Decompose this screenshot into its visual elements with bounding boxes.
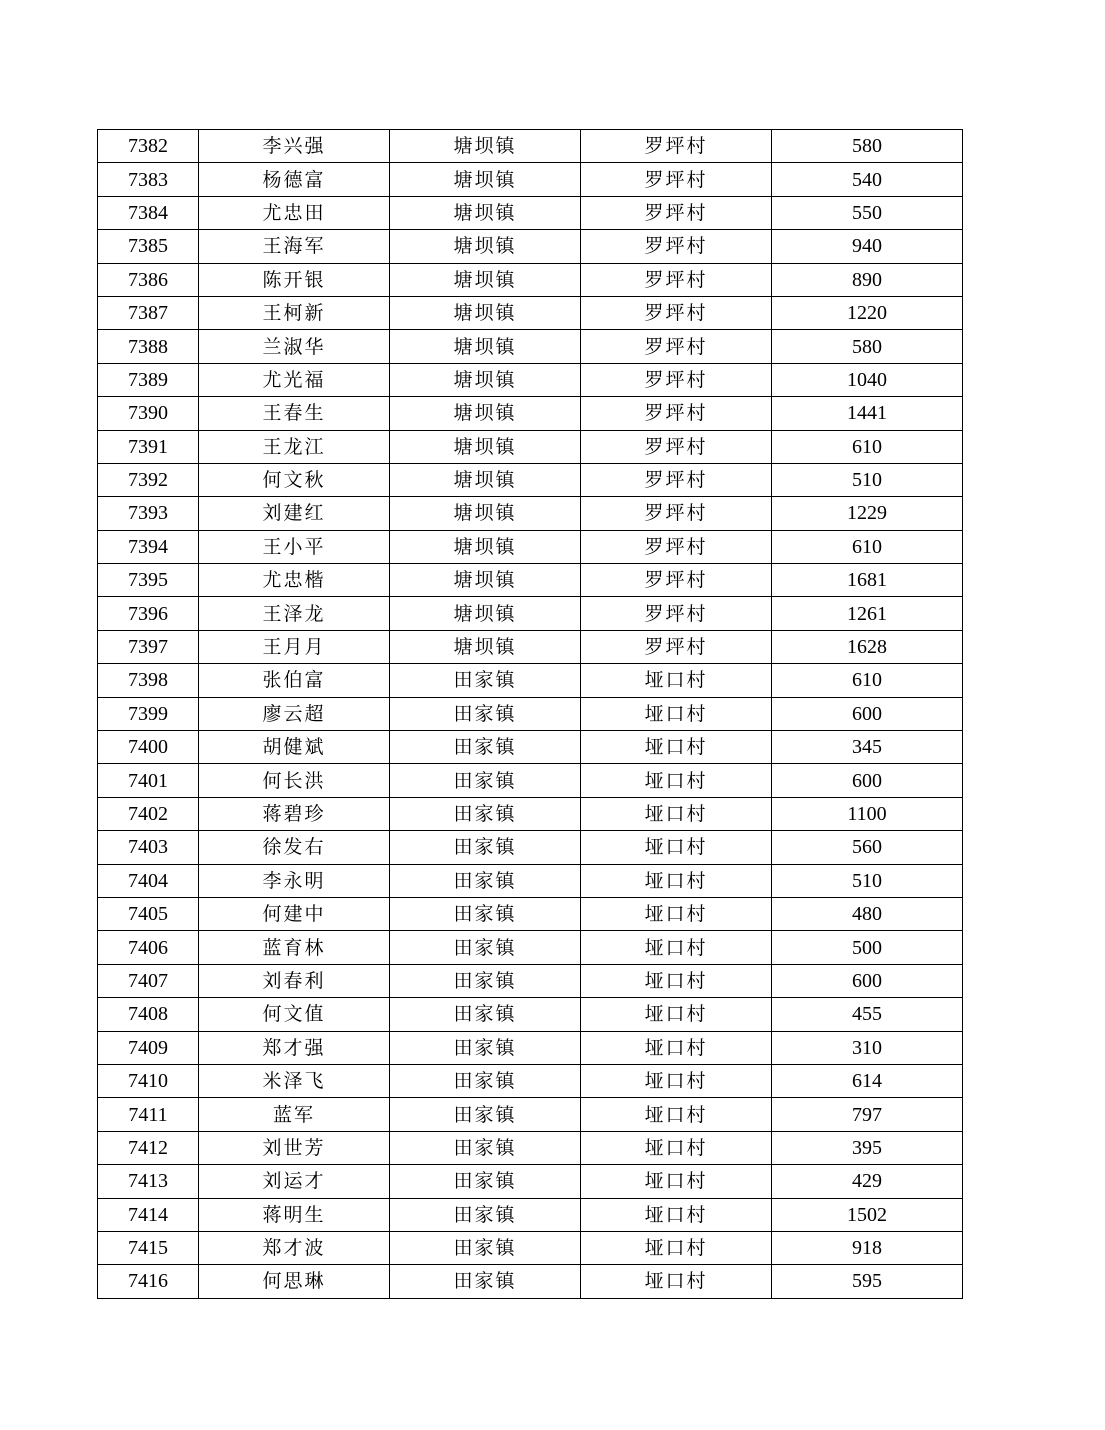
town-cell: 田家镇 (390, 998, 581, 1031)
row-number-cell: 7407 (98, 964, 199, 997)
amount-cell: 510 (772, 864, 963, 897)
name-cell: 王春生 (199, 397, 390, 430)
table-row (98, 697, 963, 730)
row-number-cell: 7412 (98, 1131, 199, 1164)
village-cell: 罗坪村 (581, 363, 772, 396)
amount-cell: 395 (772, 1131, 963, 1164)
town-cell: 田家镇 (390, 897, 581, 930)
row-number-cell: 7383 (98, 163, 199, 196)
name-cell: 蓝育林 (199, 931, 390, 964)
name-cell: 刘世芳 (199, 1131, 390, 1164)
name-cell: 蒋明生 (199, 1198, 390, 1231)
town-cell: 田家镇 (390, 764, 581, 797)
name-cell: 何文秋 (199, 463, 390, 496)
village-cell: 罗坪村 (581, 630, 772, 663)
village-cell: 垭口村 (581, 1098, 772, 1131)
village-cell: 罗坪村 (581, 463, 772, 496)
amount-cell: 345 (772, 731, 963, 764)
table-row (98, 564, 963, 597)
name-cell: 王海军 (199, 230, 390, 263)
row-number-cell: 7415 (98, 1231, 199, 1264)
data-table (97, 129, 963, 1299)
name-cell: 何长洪 (199, 764, 390, 797)
village-cell: 垭口村 (581, 1231, 772, 1264)
table-row (98, 1098, 963, 1131)
village-cell: 罗坪村 (581, 196, 772, 229)
amount-cell: 890 (772, 263, 963, 296)
name-cell: 刘运才 (199, 1165, 390, 1198)
name-cell: 李永明 (199, 864, 390, 897)
amount-cell: 455 (772, 998, 963, 1031)
amount-cell: 500 (772, 931, 963, 964)
town-cell: 塘坝镇 (390, 130, 581, 163)
amount-cell: 1502 (772, 1198, 963, 1231)
table-row (98, 1165, 963, 1198)
name-cell: 徐发右 (199, 831, 390, 864)
village-cell: 罗坪村 (581, 430, 772, 463)
town-cell: 塘坝镇 (390, 263, 581, 296)
row-number-cell: 7387 (98, 296, 199, 329)
row-number-cell: 7413 (98, 1165, 199, 1198)
row-number-cell: 7406 (98, 931, 199, 964)
town-cell: 田家镇 (390, 1198, 581, 1231)
village-cell: 垭口村 (581, 998, 772, 1031)
table-row (98, 196, 963, 229)
table-row (98, 263, 963, 296)
amount-cell: 1261 (772, 597, 963, 630)
amount-cell: 600 (772, 697, 963, 730)
row-number-cell: 7414 (98, 1198, 199, 1231)
amount-cell: 610 (772, 430, 963, 463)
village-cell: 垭口村 (581, 897, 772, 930)
row-number-cell: 7405 (98, 897, 199, 930)
village-cell: 罗坪村 (581, 397, 772, 430)
table-row (98, 397, 963, 430)
name-cell: 陈开银 (199, 263, 390, 296)
name-cell: 兰淑华 (199, 330, 390, 363)
row-number-cell: 7397 (98, 630, 199, 663)
town-cell: 田家镇 (390, 664, 581, 697)
name-cell: 王月月 (199, 630, 390, 663)
amount-cell: 580 (772, 330, 963, 363)
name-cell: 郑才强 (199, 1031, 390, 1064)
village-cell: 罗坪村 (581, 564, 772, 597)
table-row (98, 1198, 963, 1231)
town-cell: 塘坝镇 (390, 230, 581, 263)
amount-cell: 429 (772, 1165, 963, 1198)
name-cell: 李兴强 (199, 130, 390, 163)
village-cell: 垭口村 (581, 664, 772, 697)
town-cell: 田家镇 (390, 931, 581, 964)
row-number-cell: 7403 (98, 831, 199, 864)
town-cell: 田家镇 (390, 964, 581, 997)
town-cell: 塘坝镇 (390, 363, 581, 396)
village-cell: 罗坪村 (581, 497, 772, 530)
table-row (98, 163, 963, 196)
amount-cell: 480 (772, 897, 963, 930)
town-cell: 塘坝镇 (390, 196, 581, 229)
village-cell: 垭口村 (581, 1165, 772, 1198)
row-number-cell: 7402 (98, 797, 199, 830)
row-number-cell: 7398 (98, 664, 199, 697)
village-cell: 罗坪村 (581, 230, 772, 263)
town-cell: 田家镇 (390, 1131, 581, 1164)
table-row (98, 1131, 963, 1164)
name-cell: 尤忠田 (199, 196, 390, 229)
name-cell: 蒋碧珍 (199, 797, 390, 830)
table-row (98, 1064, 963, 1097)
village-cell: 罗坪村 (581, 597, 772, 630)
table-row (98, 463, 963, 496)
row-number-cell: 7385 (98, 230, 199, 263)
row-number-cell: 7394 (98, 530, 199, 563)
town-cell: 塘坝镇 (390, 530, 581, 563)
table-row (98, 430, 963, 463)
name-cell: 廖云超 (199, 697, 390, 730)
table-row (98, 296, 963, 329)
amount-cell: 600 (772, 764, 963, 797)
village-cell: 罗坪村 (581, 296, 772, 329)
town-cell: 田家镇 (390, 697, 581, 730)
village-cell: 罗坪村 (581, 263, 772, 296)
name-cell: 王柯新 (199, 296, 390, 329)
amount-cell: 600 (772, 964, 963, 997)
row-number-cell: 7386 (98, 263, 199, 296)
row-number-cell: 7411 (98, 1098, 199, 1131)
amount-cell: 1040 (772, 363, 963, 396)
name-cell: 尤光福 (199, 363, 390, 396)
name-cell: 米泽飞 (199, 1064, 390, 1097)
town-cell: 田家镇 (390, 864, 581, 897)
amount-cell: 595 (772, 1265, 963, 1298)
table-row (98, 731, 963, 764)
name-cell: 刘建红 (199, 497, 390, 530)
amount-cell: 918 (772, 1231, 963, 1264)
table-row (98, 363, 963, 396)
village-cell: 垭口村 (581, 731, 772, 764)
amount-cell: 610 (772, 530, 963, 563)
row-number-cell: 7396 (98, 597, 199, 630)
table-row (98, 597, 963, 630)
village-cell: 垭口村 (581, 831, 772, 864)
town-cell: 塘坝镇 (390, 330, 581, 363)
row-number-cell: 7410 (98, 1064, 199, 1097)
table-row (98, 831, 963, 864)
amount-cell: 540 (772, 163, 963, 196)
village-cell: 垭口村 (581, 764, 772, 797)
town-cell: 塘坝镇 (390, 296, 581, 329)
town-cell: 田家镇 (390, 731, 581, 764)
row-number-cell: 7401 (98, 764, 199, 797)
row-number-cell: 7389 (98, 363, 199, 396)
amount-cell: 1229 (772, 497, 963, 530)
row-number-cell: 7395 (98, 564, 199, 597)
row-number-cell: 7384 (98, 196, 199, 229)
village-cell: 垭口村 (581, 1031, 772, 1064)
row-number-cell: 7409 (98, 1031, 199, 1064)
town-cell: 塘坝镇 (390, 163, 581, 196)
table-row (98, 964, 963, 997)
name-cell: 何建中 (199, 897, 390, 930)
town-cell: 田家镇 (390, 831, 581, 864)
table-row (98, 797, 963, 830)
table-row (98, 330, 963, 363)
name-cell: 何思琳 (199, 1265, 390, 1298)
village-cell: 垭口村 (581, 697, 772, 730)
amount-cell: 510 (772, 463, 963, 496)
village-cell: 罗坪村 (581, 530, 772, 563)
town-cell: 田家镇 (390, 797, 581, 830)
name-cell: 何文值 (199, 998, 390, 1031)
table-row (98, 998, 963, 1031)
town-cell: 塘坝镇 (390, 463, 581, 496)
table-row (98, 230, 963, 263)
row-number-cell: 7408 (98, 998, 199, 1031)
village-cell: 罗坪村 (581, 330, 772, 363)
row-number-cell: 7400 (98, 731, 199, 764)
row-number-cell: 7404 (98, 864, 199, 897)
name-cell: 杨德富 (199, 163, 390, 196)
amount-cell: 550 (772, 196, 963, 229)
town-cell: 田家镇 (390, 1064, 581, 1097)
row-number-cell: 7392 (98, 463, 199, 496)
table-row (98, 130, 963, 163)
amount-cell: 310 (772, 1031, 963, 1064)
table-row (98, 1231, 963, 1264)
town-cell: 塘坝镇 (390, 597, 581, 630)
table-row (98, 764, 963, 797)
town-cell: 塘坝镇 (390, 630, 581, 663)
name-cell: 胡健斌 (199, 731, 390, 764)
table-row (98, 1265, 963, 1298)
table-body (98, 130, 963, 1299)
town-cell: 塘坝镇 (390, 564, 581, 597)
amount-cell: 614 (772, 1064, 963, 1097)
village-cell: 垭口村 (581, 964, 772, 997)
table-row (98, 530, 963, 563)
town-cell: 田家镇 (390, 1031, 581, 1064)
village-cell: 垭口村 (581, 931, 772, 964)
amount-cell: 1628 (772, 630, 963, 663)
amount-cell: 797 (772, 1098, 963, 1131)
village-cell: 垭口村 (581, 864, 772, 897)
amount-cell: 1100 (772, 797, 963, 830)
amount-cell: 1681 (772, 564, 963, 597)
name-cell: 蓝军 (199, 1098, 390, 1131)
village-cell: 罗坪村 (581, 163, 772, 196)
name-cell: 王龙江 (199, 430, 390, 463)
town-cell: 塘坝镇 (390, 430, 581, 463)
row-number-cell: 7382 (98, 130, 199, 163)
town-cell: 田家镇 (390, 1098, 581, 1131)
table-row (98, 664, 963, 697)
name-cell: 刘春利 (199, 964, 390, 997)
amount-cell: 1441 (772, 397, 963, 430)
row-number-cell: 7390 (98, 397, 199, 430)
village-cell: 垭口村 (581, 1198, 772, 1231)
amount-cell: 940 (772, 230, 963, 263)
name-cell: 王泽龙 (199, 597, 390, 630)
row-number-cell: 7393 (98, 497, 199, 530)
amount-cell: 610 (772, 664, 963, 697)
table-row (98, 897, 963, 930)
amount-cell: 580 (772, 130, 963, 163)
table-row (98, 931, 963, 964)
row-number-cell: 7399 (98, 697, 199, 730)
table-row (98, 497, 963, 530)
row-number-cell: 7416 (98, 1265, 199, 1298)
name-cell: 张伯富 (199, 664, 390, 697)
village-cell: 垭口村 (581, 1064, 772, 1097)
town-cell: 塘坝镇 (390, 497, 581, 530)
table-row (98, 630, 963, 663)
name-cell: 郑才波 (199, 1231, 390, 1264)
town-cell: 塘坝镇 (390, 397, 581, 430)
amount-cell: 560 (772, 831, 963, 864)
row-number-cell: 7388 (98, 330, 199, 363)
name-cell: 王小平 (199, 530, 390, 563)
village-cell: 罗坪村 (581, 130, 772, 163)
town-cell: 田家镇 (390, 1165, 581, 1198)
row-number-cell: 7391 (98, 430, 199, 463)
village-cell: 垭口村 (581, 797, 772, 830)
table-row (98, 1031, 963, 1064)
village-cell: 垭口村 (581, 1131, 772, 1164)
amount-cell: 1220 (772, 296, 963, 329)
town-cell: 田家镇 (390, 1265, 581, 1298)
table-row (98, 864, 963, 897)
village-cell: 垭口村 (581, 1265, 772, 1298)
town-cell: 田家镇 (390, 1231, 581, 1264)
name-cell: 尤忠楷 (199, 564, 390, 597)
